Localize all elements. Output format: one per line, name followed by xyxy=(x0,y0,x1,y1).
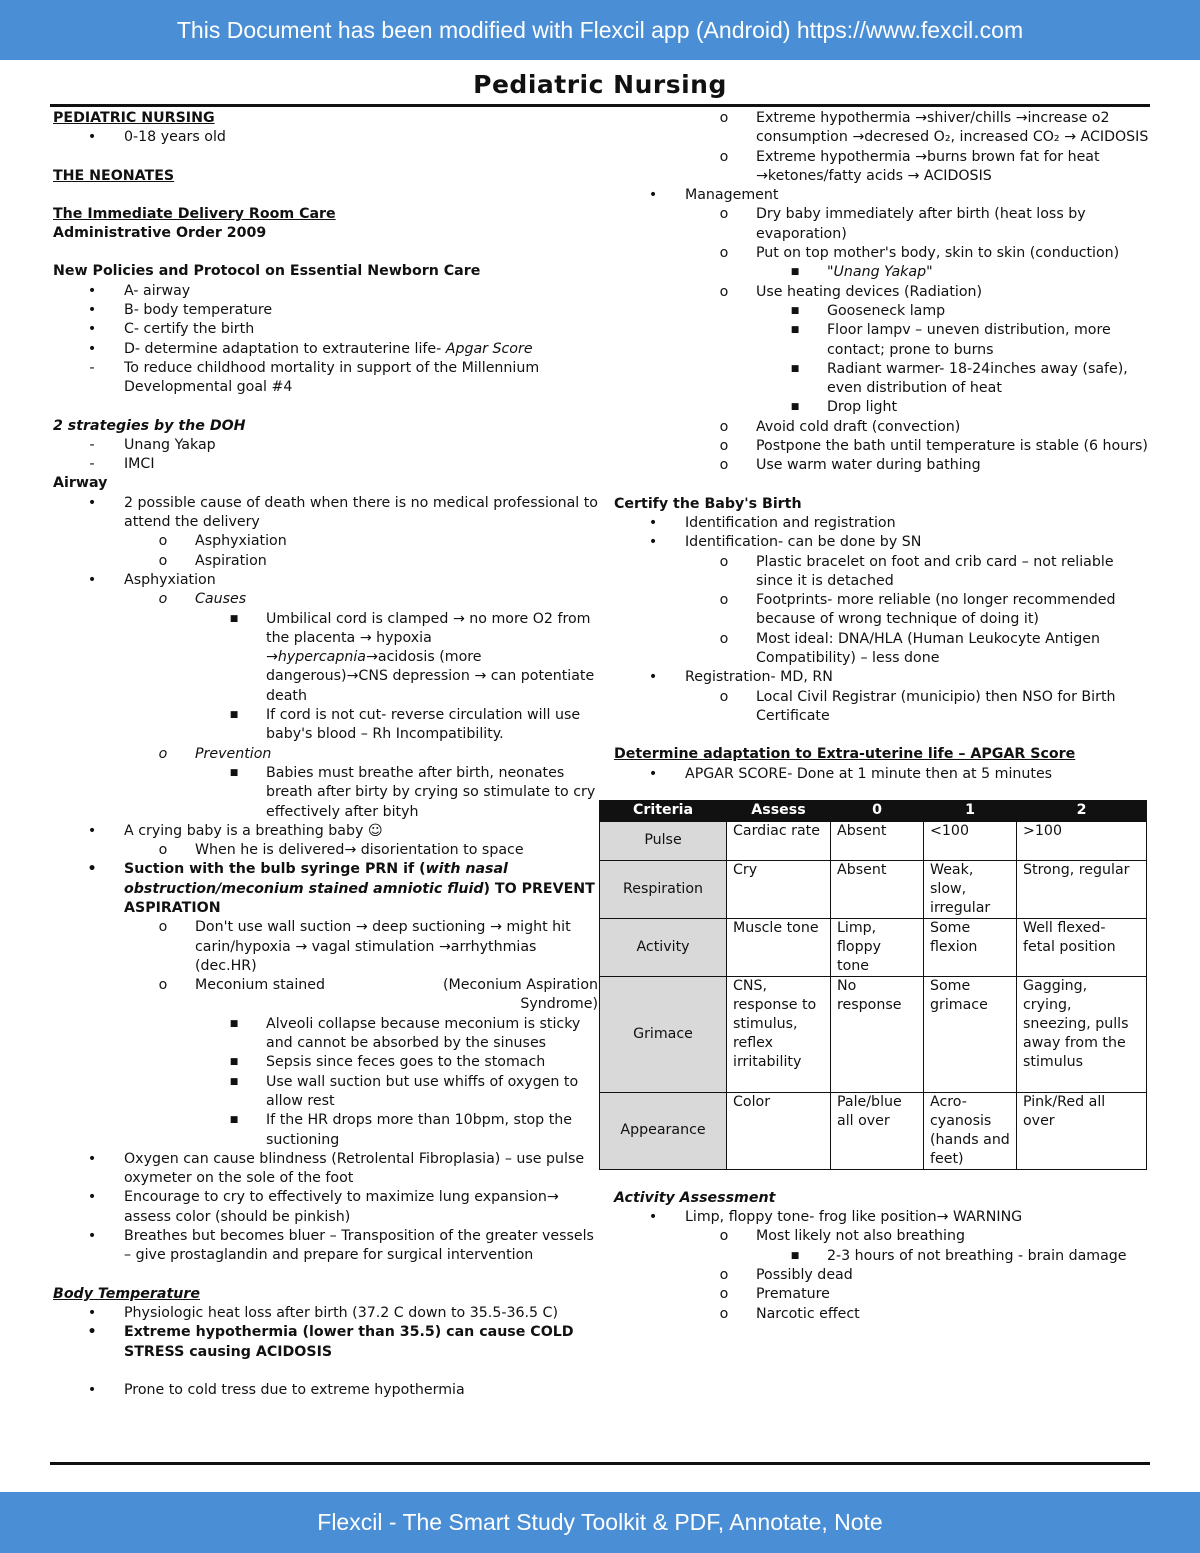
table-cell: Weak, slow, irregular xyxy=(924,860,1017,918)
list-item: o Footprints- more reliable (no longer recommended because of wrong technique of doing it) xyxy=(719,592,1116,628)
list-item: ■ Gooseneck lamp xyxy=(790,302,946,319)
list-item: • B- body temperature xyxy=(87,302,273,319)
table-cell: Muscle tone xyxy=(727,918,831,976)
section-heading-immediate-care: The Immediate Delivery Room Care xyxy=(53,205,336,222)
table-cell: Pink/Red all over xyxy=(1017,1092,1147,1169)
table-cell: Some grimace xyxy=(924,976,1017,1092)
list-item: • APGAR SCORE- Done at 1 minute then at 5 minutes xyxy=(648,765,1053,782)
list-item: • A crying baby is a breathing baby ☺ xyxy=(87,822,383,839)
list-item: ■ Babies must breathe after birth, neonates breath after birty by crying so stimulate to cry effectively after bityh xyxy=(229,764,596,820)
list-item: • C- certify the birth xyxy=(87,321,255,338)
list-item: o Premature xyxy=(719,1286,830,1303)
section-heading-body-temperature: Body Temperature xyxy=(53,1285,201,1302)
list-item: • A- airway xyxy=(87,282,191,299)
table-row xyxy=(600,918,1147,976)
table-header-row xyxy=(600,800,1147,821)
list-item: • Limp, floppy tone- frog like position→ WARNING xyxy=(648,1209,1023,1226)
list-item: ■ Drop light xyxy=(790,399,898,416)
section-heading-strategies: 2 strategies by the DOH xyxy=(53,417,246,434)
table-cell: Pale/blue all over xyxy=(831,1092,924,1169)
table-row xyxy=(600,821,1147,860)
list-item: o Narcotic effect xyxy=(719,1305,860,1322)
list-item: ■ Sepsis since feces goes to the stomach xyxy=(229,1054,546,1071)
list-item: o When he is delivered→ disorientation to space xyxy=(158,842,524,859)
bottom-divider xyxy=(50,1462,1150,1465)
list-item: • Management xyxy=(648,187,779,204)
list-item: o Local Civil Registrar (municipio) then NSO for Birth Certificate xyxy=(719,688,1116,724)
bottom-banner[interactable]: Flexcil - The Smart Study Toolkit & PDF, Annotate, Note xyxy=(0,1492,1200,1553)
table-cell: Well flexed- fetal position xyxy=(1017,918,1147,976)
list-item: o Dry baby immediately after birth (heat loss by evaporation) xyxy=(719,206,1086,242)
section-heading-apgar: Determine adaptation to Extra-uterine life – APGAR Score xyxy=(614,746,1076,763)
section-heading-neonates: THE NEONATES xyxy=(53,167,175,184)
left-column xyxy=(53,109,598,1400)
table-cell: Absent xyxy=(831,860,924,918)
list-item: o Possibly dead xyxy=(719,1266,853,1283)
list-item: ■ "Unang Yakap" xyxy=(790,264,933,281)
section-heading-airway: Airway xyxy=(53,475,108,492)
list-item: ■ If the HR drops more than 10bpm, stop the suctioning xyxy=(229,1112,572,1148)
right-column xyxy=(614,109,1154,1324)
list-item: • Breathes but becomes bluer – Transposition of the greater vessels – give prostaglandin and prepare for surgical intervention xyxy=(87,1228,594,1264)
list-item: o Put on top mother's body, skin to skin (conduction) xyxy=(719,245,1120,262)
table-cell: Some flexion xyxy=(924,918,1017,976)
column-header: 0 xyxy=(831,800,924,821)
table-cell: No response xyxy=(831,976,924,1092)
list-item: • Encourage to cry to effectively to maximize lung expansion→ assess color (should be pinkish) xyxy=(87,1189,559,1225)
list-item: o Use heating devices (Radiation) xyxy=(719,283,983,300)
table-cell: Appearance xyxy=(600,1092,727,1169)
section-heading-pediatric: PEDIATRIC NURSING xyxy=(53,110,215,126)
column-header: Assess xyxy=(727,800,831,821)
list-item: ■ Floor lampv – uneven distribution, more contact; prone to burns xyxy=(790,322,1111,358)
list-item: o Don't use wall suction → deep suctioning → might hit carin/hypoxia → vagal stimulation →arrhythmias (dec.HR) xyxy=(158,919,571,974)
list-item: o Most likely not also breathing xyxy=(719,1228,965,1245)
list-item: • Registration- MD, RN xyxy=(648,669,833,686)
list-item: o Causes xyxy=(158,591,247,608)
table-cell: Limp, floppy tone xyxy=(831,918,924,976)
list-item: o Prevention xyxy=(158,745,272,762)
apgar-table xyxy=(599,800,1147,1170)
list-item: ■ 2-3 hours of not breathing - brain damage xyxy=(790,1247,1127,1264)
list-item: o Aspiration xyxy=(158,552,267,569)
list-item: • Oxygen can cause blindness (Retrolental Fibroplasia) – use pulse oxymeter on the sole of the foot xyxy=(87,1150,585,1187)
list-item: - IMCI xyxy=(89,456,155,473)
table-cell: Cardiac rate xyxy=(727,821,831,860)
top-banner[interactable]: This Document has been modified with Flexcil app (Android) https://www.fexcil.com xyxy=(0,0,1200,60)
top-divider xyxy=(50,104,1150,107)
list-item: o Plastic bracelet on foot and crib card – not reliable since it is detached xyxy=(719,553,1114,589)
list-item: o Meconium stained (Meconium Aspiration Syndrome) xyxy=(158,977,598,1013)
list-item: ■ If cord is not cut- reverse circulation will use baby's blood – Rh Incompatibility. xyxy=(229,707,581,743)
list-item: • 0-18 years old xyxy=(87,129,226,146)
page-title: Pediatric Nursing xyxy=(473,70,727,99)
column-header: 1 xyxy=(924,800,1017,821)
list-item: o Extreme hypothermia →shiver/chills →increase o2 consumption →decresed O₂, increased CO₂ → ACIDOSIS xyxy=(719,110,1149,146)
list-item: ■ Use wall suction but use whiffs of oxygen to allow rest xyxy=(229,1073,579,1109)
list-item: • Identification- can be done by SN xyxy=(648,534,922,551)
table-cell: >100 xyxy=(1017,821,1147,860)
table-cell: <100 xyxy=(924,821,1017,860)
table-cell: Grimace xyxy=(600,976,727,1092)
list-item: o Use warm water during bathing xyxy=(719,457,981,474)
list-item: o Most ideal: DNA/HLA (Human Leukocyte Antigen Compatibility) – less done xyxy=(719,630,1101,667)
table-cell: Strong, regular xyxy=(1017,860,1147,918)
section-heading-certify: Certify the Baby's Birth xyxy=(614,495,802,512)
list-item: • 2 possible cause of death when there is no medical professional to attend the delivery xyxy=(87,494,598,531)
list-item: • Physiologic heat loss after birth (37.2 C down to 35.5-36.5 C) xyxy=(87,1304,559,1321)
table-cell: Acro- cyanosis (hands and feet) xyxy=(924,1092,1017,1169)
table-cell: Respiration xyxy=(600,860,727,918)
list-item: • Identification and registration xyxy=(648,514,896,531)
table-cell: Activity xyxy=(600,918,727,976)
list-item: o Extreme hypothermia →burns brown fat for heat →ketones/fatty acids → ACIDOSIS xyxy=(719,148,1100,184)
table-cell: Absent xyxy=(831,821,924,860)
list-item: • Prone to cold tress due to extreme hypothermia xyxy=(87,1381,465,1398)
table-row xyxy=(600,1092,1147,1169)
table-cell: Pulse xyxy=(600,821,727,860)
list-item: ■ Umbilical cord is clamped → no more O2 from the placenta → hypoxia →hypercapnia→acidosis (more dangerous)→CNS depression → can potentiate death xyxy=(229,610,595,704)
list-item: • D- determine adaptation to extrauterine life- Apgar Score xyxy=(87,340,533,357)
admin-order: Administrative Order 2009 xyxy=(53,225,267,242)
list-item: - Unang Yakap xyxy=(89,436,216,453)
list-item: ■ Alveoli collapse because meconium is sticky and cannot be absorbed by the sinuses xyxy=(229,1015,581,1052)
list-item: - To reduce childhood mortality in support of the Millennium Developmental goal #4 xyxy=(89,359,540,396)
list-item: ■ Radiant warmer- 18-24inches away (safe), even distribution of heat xyxy=(790,360,1128,397)
list-item: • Suction with the bulb syringe PRN if (with nasal obstruction/meconium stained amniotic fluid) TO PREVENT ASPIRATION xyxy=(87,861,595,916)
list-item: o Asphyxiation xyxy=(158,533,287,550)
list-item: • Asphyxiation xyxy=(87,571,216,588)
section-heading-new-policies: New Policies and Protocol on Essential Newborn Care xyxy=(53,263,481,280)
table-cell: Color xyxy=(727,1092,831,1169)
column-header: Criteria xyxy=(600,800,727,821)
section-heading-activity: Activity Assessment xyxy=(614,1189,776,1206)
table-row xyxy=(600,976,1147,1092)
table-cell: Gagging, crying, sneezing, pulls away from the stimulus xyxy=(1017,976,1147,1092)
table-cell: Cry xyxy=(727,860,831,918)
list-item: o Avoid cold draft (convection) xyxy=(719,418,961,435)
table-row xyxy=(600,860,1147,918)
column-header: 2 xyxy=(1017,800,1147,821)
list-item: • Extreme hypothermia (lower than 35.5) can cause COLD STRESS causing ACIDOSIS xyxy=(87,1324,574,1360)
table-cell: CNS, response to stimulus, reflex irritability xyxy=(727,976,831,1092)
list-item: o Postpone the bath until temperature is stable (6 hours) xyxy=(719,438,1148,455)
